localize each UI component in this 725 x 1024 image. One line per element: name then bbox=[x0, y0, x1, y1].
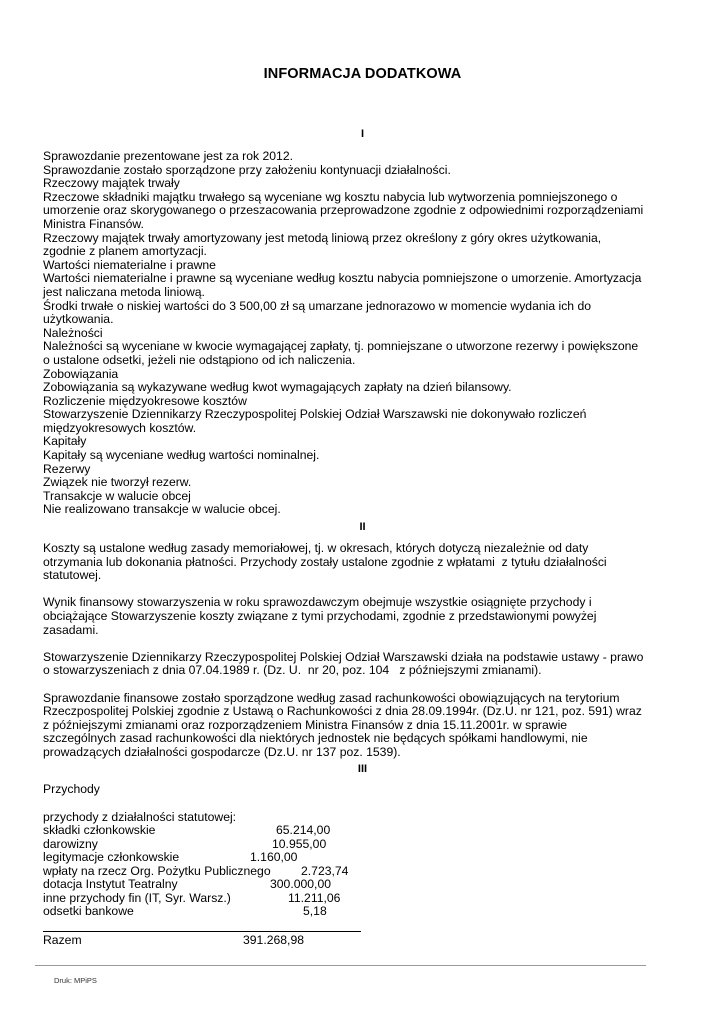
income-value: 11.211,06 bbox=[288, 890, 341, 905]
section-2-paragraph bbox=[43, 651, 663, 678]
section-2-paragraph bbox=[43, 692, 663, 760]
section-1-line: Należności są wyceniane w kwocie wymagającej zapłaty, tj. pomniejszane o utworzone rezerwy i powiększone bbox=[43, 339, 639, 354]
section-2-line: szczególnych zasad rachunkowości dla niektórych jednostek nie będących spółkami handlowymi, nie bbox=[43, 731, 588, 746]
income-row bbox=[43, 851, 373, 865]
section-3-heading: III bbox=[357, 763, 368, 775]
section-1-line: jest naliczana metoda liniową. bbox=[43, 284, 205, 299]
total-row bbox=[43, 934, 373, 948]
income-row bbox=[43, 865, 373, 879]
section-1-line: Rzeczowe składniki majątku trwałego są wyceniane wg kosztu nabycia lub wytworzenia pomniejszonego o bbox=[43, 189, 618, 204]
income-label: inne przychody fin (IT, Syr. Warsz.) bbox=[43, 890, 231, 905]
income-value: 300.000,00 bbox=[270, 877, 331, 891]
section-1-line: międzyokresowych kosztów. bbox=[43, 420, 197, 435]
section-2-line: statutowej. bbox=[43, 568, 102, 583]
income-label: składki członkowskie bbox=[43, 823, 156, 837]
section-1-line: użytkowania. bbox=[43, 312, 114, 327]
section-2-line: Stowarzyszenie Dziennikarzy Rzeczypospolitej Polskiej Odział Warszawski działa na podstawie ustawy - prawo bbox=[43, 649, 644, 664]
section-1-line: o ustalone odsetki, jeżeli nie odstąpiono od ich naliczenia. bbox=[43, 352, 356, 367]
total-value: 391.268,98 bbox=[243, 933, 304, 947]
section-2-paragraph bbox=[43, 596, 663, 637]
section-2-body bbox=[43, 542, 663, 773]
section-2-heading: II bbox=[359, 521, 366, 533]
income-row bbox=[43, 838, 373, 852]
section-1-line: Rezerwy bbox=[43, 461, 91, 476]
section-1-line: Nie realizowano transakcje w walucie obcej. bbox=[43, 502, 281, 517]
section-2-line: otrzymania lub dokonania płatności. Przychody zostały ustalone zgodnie z wpłatami z tytułu działalności bbox=[43, 554, 607, 569]
section-1-line: Należności bbox=[43, 325, 103, 340]
income-table bbox=[43, 824, 373, 919]
section-2-line: o stowarzyszeniach z dnia 07.04.1989 r. (Dz. U. nr 20, poz. 104 z późniejszymi zmianami). bbox=[43, 663, 542, 678]
section-1-line: Wartości niematerialne i prawne bbox=[43, 257, 216, 272]
section-1-line: Kapitały są wyceniane według wartości nominalnej. bbox=[43, 448, 320, 463]
footer-print-note: Druk: MPiPS bbox=[54, 976, 97, 985]
section-1-line: Związek nie tworzył rezerw. bbox=[43, 475, 192, 490]
income-value: 65.214,00 bbox=[276, 823, 331, 837]
section-2-line: Sprawozdanie finansowe zostało sporządzone według zasad rachunkowości obowiązujących na terytorium bbox=[43, 690, 620, 705]
section-1-line: Stowarzyszenie Dziennikarzy Rzeczypospolitej Polskiej Odział Warszawski nie dokonywało rozliczeń bbox=[43, 407, 587, 422]
section-1-line: Zobowiązania bbox=[43, 366, 119, 381]
section-2-line: obciążające Stowarzyszenie koszty związane z tymi przychodami, zgodnie z przedstawionymi powyżej bbox=[43, 608, 597, 623]
income-value: 5,18 bbox=[303, 904, 327, 918]
section-1-heading: I bbox=[360, 128, 365, 140]
section-1-line: Sprawozdanie zostało sporządzone przy założeniu kontynuacji działalności. bbox=[43, 162, 451, 177]
income-label: dotacja Instytut Teatralny bbox=[43, 877, 178, 891]
section-2-line: zasadami. bbox=[43, 622, 99, 637]
income-label: odsetki bankowe bbox=[43, 904, 134, 918]
section-1-line: Rzeczowy majątek trwały bbox=[43, 176, 180, 191]
statutory-income-label: przychody z działalności statutowej: bbox=[43, 810, 237, 824]
section-1-line: Transakcje w walucie obcej bbox=[43, 488, 191, 503]
section-1-line: Rozliczenie międzyokresowe kosztów bbox=[43, 393, 247, 408]
section-2-line: Wynik finansowy stowarzyszenia w roku sprawozdawczym obejmuje wszystkie osiągnięte przychody i bbox=[43, 595, 592, 610]
income-value: 2.723,74 bbox=[301, 863, 349, 878]
total-label: Razem bbox=[43, 933, 82, 947]
income-label: legitymacje członkowskie bbox=[43, 850, 180, 864]
section-1-body bbox=[43, 150, 663, 517]
income-label: wpłaty na rzecz Org. Pożytku Publicznego bbox=[43, 863, 271, 878]
section-2-line: Rzeczpospolitej Polskiej zgodnie z Ustawą o Rachunkowości z dnia 28.09.1994r. (Dz.U. nr 121, poz. 591) wraz bbox=[43, 704, 642, 719]
income-row bbox=[43, 892, 373, 906]
section-2-line: prowadzących działalności gospodarcze (Dz.U. nr 137 poz. 1539). bbox=[43, 744, 401, 759]
section-1-line: Rzeczowy majątek trwały amortyzowany jest metodą liniową przez określony z góry okres użytkowania, bbox=[43, 230, 602, 245]
section-2-paragraph bbox=[43, 542, 663, 583]
section-1-line: Sprawozdanie prezentowane jest za rok 2012. bbox=[43, 149, 293, 163]
income-row bbox=[43, 905, 373, 919]
total-separator bbox=[43, 931, 361, 932]
income-value: 1.160,00 bbox=[250, 850, 298, 864]
section-1-line: umorzenie oraz skorygowanego o przeszacowania przeprowadzone zgodnie z odpowiednimi rozporządzeniami bbox=[43, 203, 644, 218]
income-label: darowizny bbox=[43, 836, 98, 851]
section-1-line: Zobowiązania są wykazywane według kwot wymagających zapłaty na dzień bilansowy. bbox=[43, 380, 512, 395]
income-value: 10.955,00 bbox=[272, 836, 327, 851]
section-1-line: zgodnie z planem amortyzacji. bbox=[43, 244, 207, 259]
footer-divider bbox=[35, 965, 646, 966]
income-row bbox=[43, 824, 373, 838]
section-1-line: Kapitały bbox=[43, 434, 87, 449]
section-1-line: Środki trwałe o niskiej wartości do 3 500,00 zł są umarzane jednorazowo w momencie wydania ich do bbox=[43, 298, 592, 313]
section-1-line: Wartości niematerialne i prawne są wyceniane według kosztu nabycia pomniejszone o umorzenie. Amortyzacja bbox=[43, 271, 642, 286]
section-2-line: z późniejszymi zmianami oraz rozporządzeniem Ministra Finansów z dnia 15.11.2001r. w sprawie bbox=[43, 717, 568, 732]
section-2-line: Koszty są ustalone według zasady memoriałowej, tj. w okresach, których dotyczą niezależnie od daty bbox=[43, 541, 589, 555]
income-row bbox=[43, 878, 373, 892]
section-1-line: Ministra Finansów. bbox=[43, 216, 144, 231]
document-title: INFORMACJA DODATKOWA bbox=[263, 66, 462, 82]
przychody-label: Przychody bbox=[43, 782, 100, 796]
